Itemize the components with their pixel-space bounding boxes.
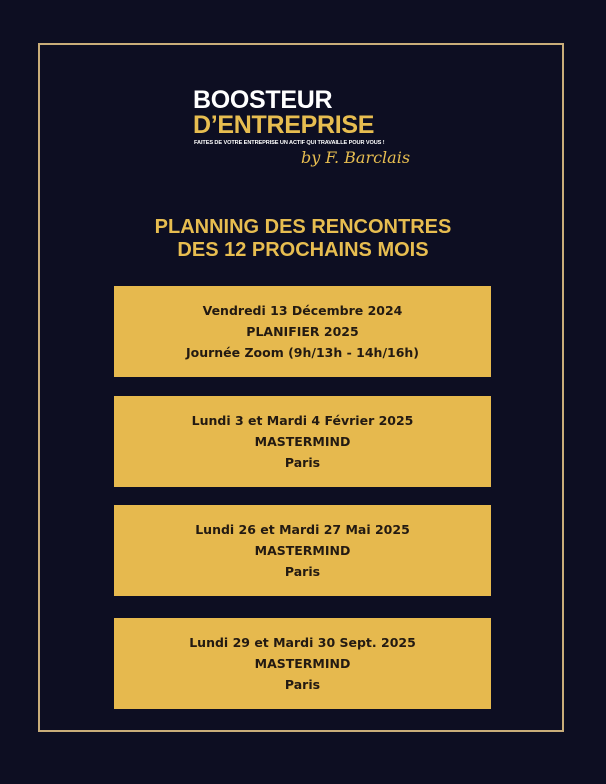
event-location: Journée Zoom (9h/13h - 14h/16h): [185, 345, 420, 360]
event-name: PLANIFIER 2025: [246, 324, 359, 339]
page-title-line1: PLANNING DES RENCONTRES: [154, 216, 452, 238]
brand-logo: [193, 86, 415, 186]
event-card: [114, 396, 491, 487]
logo-title-line2: D’ENTREPRISE: [193, 111, 375, 139]
event-name: MASTERMIND: [254, 434, 351, 449]
event-date: Lundi 29 et Mardi 30 Sept. 2025: [189, 635, 416, 650]
page-title: [0, 216, 606, 262]
logo-title-line1: BOOSTEUR: [193, 86, 333, 114]
logo-signature: by F. Barclais: [301, 148, 411, 167]
event-date: Vendredi 13 Décembre 2024: [202, 303, 403, 318]
page-title-line2: DES 12 PROCHAINS MOIS: [177, 239, 429, 261]
event-location: Paris: [284, 564, 321, 579]
event-location: Paris: [284, 455, 321, 470]
event-location: Paris: [284, 677, 321, 692]
event-card: [114, 286, 491, 377]
event-date: Lundi 3 et Mardi 4 Février 2025: [191, 413, 414, 428]
event-name: MASTERMIND: [254, 656, 351, 671]
logo-tagline: FAITES DE VOTRE ENTREPRISE UN ACTIF QUI TRAVAILLE POUR VOUS !: [194, 140, 385, 146]
event-date: Lundi 26 et Mardi 27 Mai 2025: [195, 522, 410, 537]
event-card: [114, 618, 491, 709]
event-name: MASTERMIND: [254, 543, 351, 558]
event-card: [114, 505, 491, 596]
